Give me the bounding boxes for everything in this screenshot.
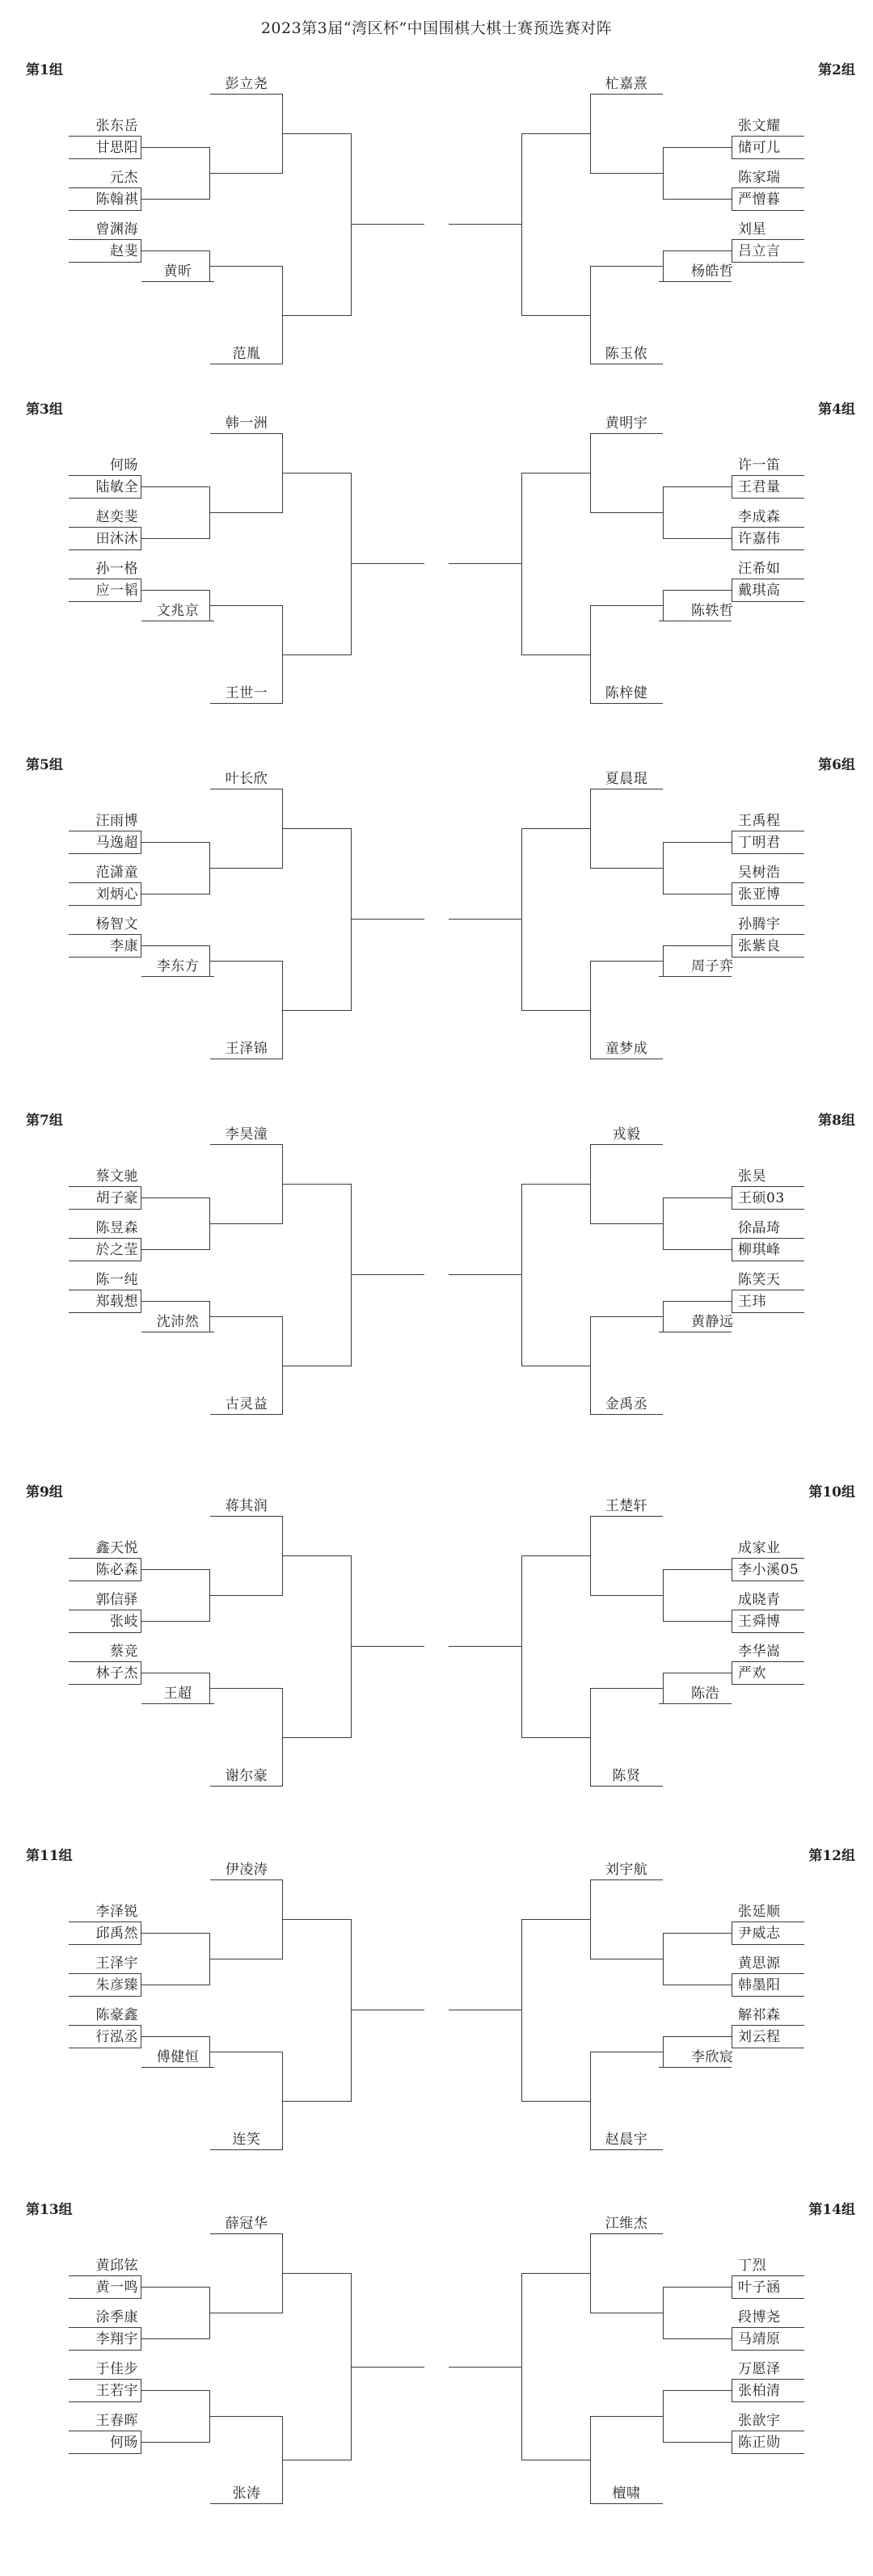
bracket-line <box>732 2327 804 2328</box>
bracket-line <box>590 1144 663 1145</box>
bracket-line <box>521 1737 590 1738</box>
bracket-line <box>521 2273 590 2274</box>
player-name: 储可儿 <box>738 140 781 156</box>
bracket-line <box>732 2401 804 2402</box>
bracket-line <box>663 842 732 843</box>
group-row <box>0 2198 873 2537</box>
player-name: 陈笑天 <box>738 1272 781 1288</box>
bracket-line <box>663 1301 664 1332</box>
player-name: 陈昱森 <box>95 1220 138 1236</box>
bracket-line <box>590 266 591 364</box>
group-label: 第9组 <box>26 1484 63 1501</box>
player-name: 朱彦臻 <box>95 1977 138 1993</box>
player-name: 张岐 <box>110 1614 138 1630</box>
bracket-line <box>663 147 732 148</box>
player-name: 汪雨博 <box>95 813 138 829</box>
bracket-line <box>732 475 804 476</box>
bracket-line <box>521 473 590 474</box>
player-name: 吕立言 <box>738 243 781 259</box>
player-name: 邱禹然 <box>95 1926 138 1942</box>
bracket-line <box>663 945 732 946</box>
bracket-line <box>590 2233 591 2313</box>
bracket-line <box>590 605 591 704</box>
bracket-line <box>732 1944 804 1945</box>
seed-name: 杧嘉熹 <box>605 76 648 92</box>
player-name: 陈豪鑫 <box>95 2007 138 2023</box>
bracket-line <box>521 1184 590 1185</box>
seed-name: 李昊潼 <box>225 1126 268 1143</box>
group-row <box>0 1844 873 2183</box>
bracket-line <box>590 961 663 962</box>
player-name: 徐晶琦 <box>738 1220 781 1236</box>
player-name: 马靖原 <box>738 2331 781 2347</box>
bracket-line <box>663 2338 732 2339</box>
player-name: 张紫良 <box>738 938 781 954</box>
bracket-line <box>732 853 804 854</box>
player-name: 何旸 <box>110 457 138 474</box>
bracket-line <box>590 2233 663 2234</box>
bracket-line <box>590 1223 663 1224</box>
seed-name: 周子弈 <box>691 958 734 974</box>
player-name: 王舜博 <box>738 1614 781 1630</box>
group-label: 第4组 <box>818 402 855 418</box>
group-label: 第2组 <box>818 62 855 78</box>
seed-name: 江维杰 <box>605 2216 648 2232</box>
seed-name: 王超 <box>163 1686 192 1702</box>
player-name: 王春晖 <box>95 2413 138 2429</box>
player-name: 蔡文驰 <box>95 1168 138 1185</box>
bracket-line <box>521 2273 522 2460</box>
bracket-line <box>732 1238 804 1239</box>
bracket-line <box>663 1569 664 1622</box>
seed-name: 李东方 <box>156 958 200 974</box>
bracket-line <box>590 868 663 869</box>
group-label: 第11组 <box>26 1848 73 1864</box>
bracket-line <box>732 1632 804 1633</box>
player-name: 吴树浩 <box>738 865 781 881</box>
bracket-line <box>590 512 663 513</box>
bracket-line <box>590 1414 663 1415</box>
player-name: 丁烈 <box>738 2258 766 2274</box>
seed-name: 黄昕 <box>163 263 192 280</box>
player-name: 尹威志 <box>738 1926 781 1942</box>
player-name: 元杰 <box>110 170 138 186</box>
bracket-line <box>521 1919 522 2102</box>
bracket-line <box>663 538 732 539</box>
bracket-line <box>663 147 664 200</box>
bracket-line <box>590 1786 663 1787</box>
bracket-line <box>663 486 664 539</box>
bracket-right <box>0 398 873 737</box>
bracket-line <box>732 2298 804 2299</box>
bracket-line <box>732 1209 804 1210</box>
player-name: 刘炳心 <box>95 886 138 903</box>
player-name: 郭信驿 <box>95 1592 138 1608</box>
bracket-line <box>590 789 591 869</box>
bracket-line <box>449 919 521 920</box>
player-name: 涂季康 <box>95 2309 138 2326</box>
bracket-line <box>663 250 732 251</box>
group-row <box>0 58 873 398</box>
player-name: 王硕03 <box>738 1190 785 1206</box>
player-name: 王禹程 <box>738 813 781 829</box>
player-name: 陈家瑞 <box>738 170 781 186</box>
player-name: 李翔宇 <box>95 2331 138 2347</box>
player-name: 陆敏全 <box>95 479 138 495</box>
bracket-line <box>521 1010 590 1011</box>
bracket-line <box>590 1144 591 1224</box>
player-name: 刘星 <box>738 221 766 238</box>
player-name: 杨智文 <box>95 916 138 932</box>
bracket-line <box>521 133 590 134</box>
group-label: 第1组 <box>26 62 63 78</box>
seed-name: 王泽锦 <box>225 1041 268 1057</box>
bracket-line <box>663 1569 732 1570</box>
seed-name: 王世一 <box>225 685 268 701</box>
group-label: 第10组 <box>808 1484 855 1501</box>
player-name: 陈必森 <box>95 1562 138 1578</box>
bracket-line <box>590 1688 663 1689</box>
bracket-line <box>659 1703 732 1704</box>
bracket-right <box>0 1480 873 1820</box>
player-name: 陈一纯 <box>95 1272 138 1288</box>
seed-name: 叶长欣 <box>225 771 268 787</box>
player-name: 成晓青 <box>738 1592 781 1608</box>
bracket-line <box>732 1921 804 1922</box>
bracket-right <box>0 2198 873 2537</box>
player-name: 李泽锐 <box>95 1904 138 1920</box>
player-name: 马逸超 <box>95 835 138 851</box>
player-name: 于佳步 <box>95 2361 138 2377</box>
bracket-line <box>659 281 732 282</box>
player-name: 李成森 <box>738 509 781 525</box>
bracket-line <box>663 2287 732 2288</box>
bracket-line <box>590 703 663 704</box>
player-name: 田沐沐 <box>95 531 138 547</box>
group-label: 第3组 <box>26 402 63 418</box>
bracket-line <box>590 605 663 606</box>
bracket-line <box>732 2453 804 2454</box>
bracket-line <box>590 1595 663 1596</box>
bracket-line <box>521 1184 522 1366</box>
bracket-line <box>732 882 804 883</box>
seed-name: 彭立尧 <box>225 76 268 92</box>
player-name: 蔡竞 <box>110 1644 138 1660</box>
bracket-line <box>663 2390 664 2443</box>
group-label: 第8组 <box>818 1113 855 1129</box>
seed-name: 赵晨宇 <box>605 2132 648 2148</box>
bracket-line <box>732 2379 804 2380</box>
player-name: 柳琪峰 <box>738 1242 781 1258</box>
player-name: 於之莹 <box>95 1242 138 1258</box>
group-label: 第5组 <box>26 757 63 773</box>
seed-name: 伊凌涛 <box>225 1862 268 1878</box>
bracket-line <box>590 266 663 267</box>
seed-name: 韩一洲 <box>225 415 268 431</box>
group-row <box>0 1480 873 1820</box>
player-name: 许一笛 <box>738 457 781 474</box>
bracket-line <box>732 1558 804 1559</box>
seed-name: 陈轶哲 <box>691 603 734 619</box>
bracket-line <box>590 2503 663 2504</box>
seed-name: 戎毅 <box>612 1126 641 1143</box>
player-name: 汪希如 <box>738 561 781 577</box>
bracket-line <box>663 1933 664 1985</box>
bracket-line <box>732 187 804 188</box>
player-name: 孙腾宇 <box>738 916 781 932</box>
bracket-line <box>663 2036 732 2037</box>
player-name: 丁明君 <box>738 835 781 851</box>
player-name: 黄邱铉 <box>95 2258 138 2274</box>
group-row <box>0 1109 873 1448</box>
bracket-line <box>732 239 804 240</box>
player-name: 刘云程 <box>738 2029 781 2045</box>
group-label: 第7组 <box>26 1113 63 1129</box>
bracket-line <box>590 94 663 95</box>
bracket-line <box>663 199 732 200</box>
page-title: 2023第3届“湾区杯”中国围棋大棋士赛预选赛对阵 <box>260 19 613 37</box>
bracket-line <box>590 1316 663 1317</box>
bracket-line <box>732 905 804 906</box>
bracket-line <box>732 498 804 499</box>
bracket-line <box>590 2149 663 2150</box>
seed-name: 陈玉侬 <box>605 346 648 362</box>
bracket-right <box>0 1844 873 2183</box>
bracket-line <box>590 1879 663 1880</box>
seed-name: 沈沛然 <box>156 1314 200 1330</box>
bracket-line <box>732 210 804 211</box>
player-name: 段博尧 <box>738 2309 781 2326</box>
bracket-line <box>590 1879 591 1959</box>
bracket-line <box>590 173 663 174</box>
bracket-line <box>590 2416 591 2504</box>
bracket-line <box>590 1516 663 1517</box>
player-name: 甘思阳 <box>95 140 138 156</box>
player-name: 胡子豪 <box>95 1190 138 1206</box>
group-label: 第13组 <box>26 2202 73 2218</box>
bracket-line <box>521 828 590 829</box>
player-name: 戴琪高 <box>738 583 781 599</box>
bracket-line <box>663 2390 732 2391</box>
player-name: 陈正勋 <box>738 2435 781 2451</box>
bracket-line <box>732 2350 804 2351</box>
bracket-line <box>663 1301 732 1302</box>
bracket-line <box>449 1274 521 1275</box>
seed-name: 陈浩 <box>691 1686 719 1702</box>
group-row <box>0 753 873 1092</box>
seed-name: 张涛 <box>232 2486 261 2502</box>
bracket-line <box>590 433 663 434</box>
player-name: 行泓丞 <box>95 2029 138 2045</box>
seed-name: 刘宇航 <box>605 1862 648 1878</box>
player-name: 赵奕斐 <box>95 509 138 525</box>
player-name: 应一韬 <box>95 583 138 599</box>
bracket-line <box>663 945 664 977</box>
bracket-line <box>732 1996 804 1997</box>
seed-name: 黄静远 <box>691 1314 734 1330</box>
seed-name: 檀啸 <box>612 2486 641 2502</box>
bracket-line <box>663 842 664 894</box>
player-name: 赵斐 <box>110 243 138 259</box>
player-name: 解祁森 <box>738 2007 781 2023</box>
seed-name: 陈梓健 <box>605 685 648 701</box>
bracket-line <box>449 2367 521 2368</box>
bracket-right <box>0 753 873 1092</box>
bracket-line <box>663 486 732 487</box>
bracket-line <box>590 1316 591 1415</box>
seed-name: 王楚轩 <box>605 1498 648 1514</box>
bracket-line <box>521 1555 590 1556</box>
bracket-line <box>732 2275 804 2276</box>
player-name: 严憎暮 <box>738 192 781 208</box>
bracket-line <box>663 1673 664 1704</box>
player-name: 张延顺 <box>738 1904 781 1920</box>
bracket-line <box>521 315 590 316</box>
player-name: 李康 <box>110 938 138 954</box>
bracket-line <box>663 250 664 282</box>
bracket-line <box>663 1933 732 1934</box>
player-name: 李小溪05 <box>738 1562 799 1578</box>
player-name: 王君量 <box>738 479 781 495</box>
seed-name: 谢尔豪 <box>225 1768 268 1784</box>
seed-name: 古灵益 <box>225 1396 268 1412</box>
bracket-line <box>521 133 522 316</box>
seed-name: 陈贤 <box>612 1768 641 1784</box>
player-name: 张昊 <box>738 1168 766 1185</box>
seed-name: 杨皓哲 <box>691 263 734 280</box>
player-name: 张歆宇 <box>738 2413 781 2429</box>
player-name: 黄一鸣 <box>95 2279 138 2296</box>
seed-name: 李欣宸 <box>691 2049 734 2065</box>
bracket-line <box>663 2036 664 2068</box>
player-name: 严欢 <box>738 1665 766 1682</box>
group-label: 第14组 <box>808 2202 855 2218</box>
seed-name: 傅健恒 <box>156 2049 200 2065</box>
bracket-line <box>449 224 521 225</box>
player-name: 叶子涵 <box>738 2279 781 2296</box>
player-name: 王若宇 <box>95 2383 138 2399</box>
bracket-right <box>0 58 873 398</box>
bracket-line <box>590 2416 663 2417</box>
bracket-line <box>521 1919 590 1920</box>
bracket-line <box>521 1555 522 1738</box>
player-name: 张文耀 <box>738 118 781 134</box>
seed-name: 夏晨琨 <box>605 771 648 787</box>
player-name: 成家业 <box>738 1540 781 1556</box>
seed-name: 连笑 <box>232 2132 261 2148</box>
group-row <box>0 398 873 737</box>
player-name: 鑫天悦 <box>95 1540 138 1556</box>
bracket-line <box>590 961 591 1059</box>
bracket-line <box>663 2287 664 2339</box>
player-name: 陈翰祺 <box>95 192 138 208</box>
bracket-line <box>732 136 804 137</box>
seed-name: 蒋其润 <box>225 1498 268 1514</box>
bracket-line <box>659 2067 732 2068</box>
player-name: 王泽宇 <box>95 1955 138 1972</box>
group-label: 第6组 <box>818 757 855 773</box>
seed-name: 文兆京 <box>156 603 200 619</box>
bracket-line <box>732 527 804 528</box>
bracket-line <box>732 549 804 550</box>
bracket-line <box>663 2442 732 2443</box>
bracket-line <box>590 433 591 513</box>
bracket-line <box>732 2025 804 2026</box>
seed-name: 薛冠华 <box>225 2216 268 2232</box>
bracket-line <box>732 1973 804 1974</box>
seed-name: 童梦成 <box>605 1041 648 1057</box>
bracket-line <box>732 1186 804 1187</box>
player-name: 李华嵩 <box>738 1644 781 1660</box>
player-name: 张东岳 <box>95 118 138 134</box>
player-name: 曾渊海 <box>95 221 138 238</box>
bracket-line <box>732 1661 804 1662</box>
bracket-line <box>663 1249 732 1250</box>
bracket-line <box>449 1646 521 1647</box>
bracket-line <box>732 158 804 159</box>
seed-name: 范胤 <box>232 346 261 362</box>
player-name: 范潇童 <box>95 865 138 881</box>
bracket-line <box>663 590 664 621</box>
bracket-line <box>663 1198 664 1250</box>
player-name: 何旸 <box>110 2435 138 2451</box>
bracket-line <box>659 976 732 977</box>
player-name: 许嘉伟 <box>738 531 781 547</box>
seed-name: 黄明宇 <box>605 415 648 431</box>
bracket-line <box>590 94 591 174</box>
player-name: 黄思源 <box>738 1955 781 1972</box>
player-name: 郑载想 <box>95 1294 138 1310</box>
player-name: 张亚博 <box>738 886 781 903</box>
seed-name: 金禹丞 <box>605 1396 648 1412</box>
bracket-line <box>449 563 521 564</box>
player-name: 林子杰 <box>95 1665 138 1682</box>
group-label: 第12组 <box>808 1848 855 1864</box>
player-name: 王玮 <box>738 1294 766 1310</box>
bracket-line <box>663 590 732 591</box>
bracket-line <box>590 1516 591 1596</box>
player-name: 孙一格 <box>95 561 138 577</box>
bracket-line <box>521 2101 590 2102</box>
bracket-line <box>521 473 522 655</box>
player-name: 韩墨阳 <box>738 1977 781 1993</box>
bracket-line <box>590 2052 591 2150</box>
bracket-line <box>590 1688 591 1787</box>
bracket-line <box>521 828 522 1011</box>
bracket-right <box>0 1109 873 1448</box>
bracket-line <box>663 1621 732 1622</box>
player-name: 万愿泽 <box>738 2361 781 2377</box>
player-name: 张柏清 <box>738 2383 781 2399</box>
bracket-line <box>732 934 804 935</box>
